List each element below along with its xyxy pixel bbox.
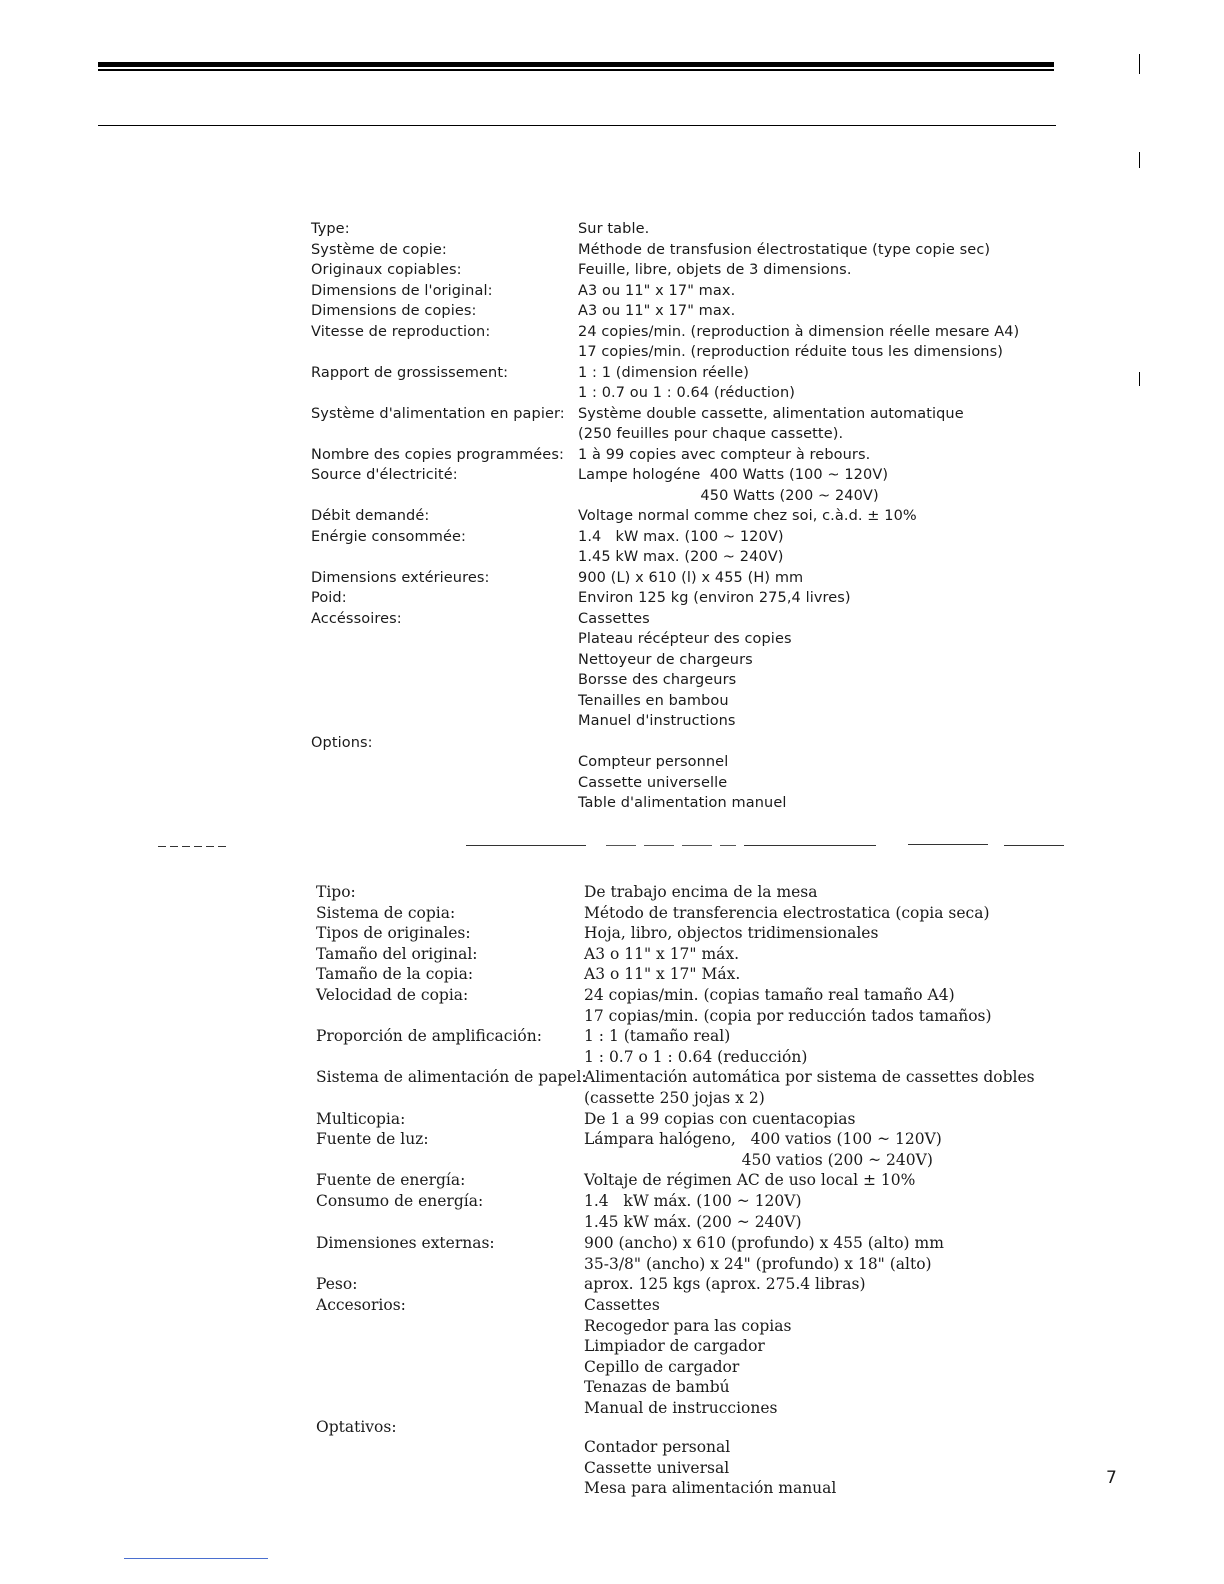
spec-row: [0, 964, 1224, 985]
spec-value: De 1 a 99 copias con cuentacopias: [584, 1109, 856, 1128]
spec-value: 900 (ancho) x 610 (profundo) x 455 (alto) mm: [584, 1234, 944, 1253]
spec-row: [0, 1274, 1224, 1295]
spec-row: [0, 1316, 1224, 1337]
spec-value: Cepillo de cargador: [584, 1357, 740, 1376]
spec-label: Multicopia:: [316, 1109, 406, 1128]
spec-value: 24 copies/min. (reproduction à dimension réelle mesare A4): [578, 323, 1020, 340]
spec-label: Peso:: [316, 1275, 358, 1294]
spec-row: [0, 1170, 1224, 1191]
spec-label: Accéssoires:: [311, 610, 402, 627]
spec-value: Environ 125 kg (environ 275,4 livres): [578, 590, 851, 606]
spec-value: A3 o 11" x 17" máx.: [584, 944, 740, 963]
spec-row: [0, 1398, 1224, 1419]
spec-row: [0, 793, 1224, 814]
spec-value: Manual de instrucciones: [584, 1399, 778, 1417]
spec-row: [0, 773, 1224, 794]
spec-value: Hoja, libro, objectos tridimensionales: [584, 924, 879, 943]
spec-label: Débit demandé:: [311, 508, 430, 524]
spec-row: [0, 424, 1224, 445]
spec-value: 1 : 0.7 o 1 : 0.64 (reducción): [584, 1047, 808, 1066]
spec-row: [0, 691, 1224, 712]
spec-row: [0, 1478, 1224, 1499]
spec-value: Mesa para alimentación manual: [584, 1479, 837, 1498]
spec-value: Limpiador de cargador: [584, 1337, 765, 1356]
spec-row: [0, 445, 1224, 466]
spec-row: [0, 1109, 1224, 1130]
spec-value: 1.4 kW max. (100 ~ 120V): [578, 528, 784, 545]
spec-label: Dimensions extérieures:: [311, 569, 490, 586]
spec-value: A3 ou 11" x 17" max.: [578, 303, 736, 319]
spec-label: Dimensions de copies:: [311, 303, 477, 319]
spec-row: [0, 1150, 1224, 1171]
spec-row: [0, 733, 1224, 754]
spec-row: [0, 363, 1224, 384]
separator-dash: [1004, 845, 1064, 846]
spec-row: [0, 1129, 1224, 1150]
spec-value: 450 vatios (200 ~ 240V): [584, 1150, 933, 1169]
spec-row: [0, 1233, 1224, 1254]
spec-value: Método de transferencia electrostatica (copia seca): [584, 903, 990, 922]
spec-label: Tipos de originales:: [316, 924, 471, 943]
spec-label: Enérgie consommée:: [311, 528, 466, 545]
spec-value: (250 feuilles pour chaque cassette).: [578, 426, 844, 442]
spec-value: Feuille, libre, objets de 3 dimensions.: [578, 262, 852, 278]
scan-edge-mark: [1139, 54, 1140, 74]
spec-label: Dimensions de l'original:: [311, 282, 493, 299]
spec-row: [0, 882, 1224, 903]
spec-value: De trabajo encima de la mesa: [584, 883, 818, 901]
spec-label: Proporción de amplificación:: [316, 1027, 542, 1046]
spec-value: Lampe hologéne 400 Watts (100 ~ 120V): [578, 467, 889, 483]
spec-row: [0, 1417, 1224, 1438]
header-thick-rule: [98, 62, 1054, 67]
spec-value: 450 Watts (200 ~ 240V): [578, 487, 879, 504]
spec-row: [0, 1336, 1224, 1357]
spec-row: [0, 650, 1224, 671]
spec-value: Voltage normal comme chez soi, c.à.d. ± 10%: [578, 508, 917, 524]
spec-row: [0, 588, 1224, 609]
separator-dash: [744, 845, 876, 846]
spec-row: [0, 219, 1224, 240]
spec-label: Dimensiones externas:: [316, 1234, 495, 1253]
spec-row: [0, 1377, 1224, 1398]
spec-row: [0, 547, 1224, 568]
spec-value: Lámpara halógeno, 400 vatios (100 ~ 120V): [584, 1130, 942, 1149]
spec-row: [0, 281, 1224, 302]
spec-row: [0, 240, 1224, 261]
separator-dash: [606, 845, 736, 846]
spec-label: Nombre des copies programmées:: [311, 446, 564, 463]
spec-row: [0, 629, 1224, 650]
spec-value: 17 copias/min. (copia por reducción tados tamaños): [584, 1006, 992, 1025]
spec-row: [0, 1357, 1224, 1378]
spec-value: Contador personal: [584, 1438, 731, 1456]
spec-row: [0, 670, 1224, 691]
spec-row: [0, 1295, 1224, 1316]
spec-row: [0, 1067, 1224, 1088]
spec-label: Système de copie:: [311, 241, 447, 258]
spec-value: A3 ou 11" x 17" max.: [578, 282, 736, 299]
spec-value: Voltaje de régimen AC de uso local ± 10%: [584, 1171, 916, 1190]
spec-value: 1 à 99 copies avec compteur à rebours.: [578, 446, 871, 463]
page-number: 7: [1106, 1468, 1117, 1488]
spec-label: Rapport de grossissement:: [311, 364, 509, 381]
spec-value: 24 copias/min. (copias tamaño real tamaño A4): [584, 986, 955, 1004]
spec-value: Manuel d'instructions: [578, 713, 736, 729]
spec-row: [0, 506, 1224, 527]
header-rule-lower: [98, 125, 1056, 126]
spec-value: Cassettes: [584, 1296, 660, 1314]
spec-label: Consumo de energía:: [316, 1192, 484, 1210]
spec-value: 1.4 kW máx. (100 ~ 120V): [584, 1192, 802, 1210]
spec-label: Accesorios:: [316, 1296, 406, 1314]
separator-dash: [908, 844, 988, 845]
spec-label: Options:: [311, 735, 373, 751]
spec-row: [0, 568, 1224, 589]
spec-value: Table d'alimentation manuel: [578, 795, 787, 811]
spec-value: A3 o 11" x 17" Máx.: [584, 965, 741, 984]
scan-edge-mark: [1139, 152, 1140, 168]
spec-label: Type:: [311, 221, 350, 237]
spec-row: [0, 609, 1224, 630]
spec-row: [0, 404, 1224, 425]
spec-row: [0, 944, 1224, 965]
spec-label: Sistema de copia:: [316, 903, 456, 922]
spec-value: Cassette universelle: [578, 774, 728, 791]
spec-value: Alimentación automática por sistema de cassettes dobles: [584, 1068, 1035, 1087]
spec-row: [0, 342, 1224, 363]
spec-value: Plateau récépteur des copies: [578, 631, 792, 647]
spec-label: Poid:: [311, 590, 347, 606]
spec-label: Sistema de alimentación de papel:: [316, 1068, 587, 1087]
spec-row: [0, 1191, 1224, 1212]
header-thin-rule: [98, 69, 1054, 71]
separator-dash: [158, 846, 228, 847]
spec-row: [0, 486, 1224, 507]
spec-value: Recogedor para las copias: [584, 1316, 792, 1335]
spec-row: [0, 1254, 1224, 1275]
spec-value: Compteur personnel: [578, 754, 729, 770]
spec-label: Tamaño del original:: [316, 944, 478, 963]
spec-value: 1 : 1 (tamaño real): [584, 1027, 731, 1046]
spec-value: aprox. 125 kgs (aprox. 275.4 libras): [584, 1275, 866, 1294]
spec-row: [0, 301, 1224, 322]
spec-label: Vitesse de reproduction:: [311, 323, 491, 340]
spec-row: [0, 1212, 1224, 1233]
spec-row: [0, 923, 1224, 944]
spec-label: Tipo:: [316, 883, 356, 901]
spec-row: [0, 1437, 1224, 1458]
spec-row: [0, 465, 1224, 486]
spec-value: Tenazas de bambú: [584, 1378, 730, 1397]
scan-edge-mark: [1139, 372, 1140, 386]
spec-row: [0, 383, 1224, 404]
spec-row: [0, 1458, 1224, 1479]
separator-dash: [466, 845, 586, 846]
spec-row: [0, 1047, 1224, 1068]
spec-label: Système d'alimentation en papier:: [311, 405, 565, 422]
spec-value: Méthode de transfusion électrostatique (type copie sec): [578, 241, 991, 258]
spec-row: [0, 985, 1224, 1006]
spec-label: Fuente de luz:: [316, 1130, 429, 1149]
spec-value: Nettoyeur de chargeurs: [578, 651, 753, 668]
spec-value: 1 : 1 (dimension réelle): [578, 364, 750, 381]
spec-value: Borsse des chargeurs: [578, 672, 737, 688]
spec-value: Cassette universal: [584, 1458, 730, 1477]
spec-row: [0, 752, 1224, 773]
spec-value: 17 copies/min. (reproduction réduite tous les dimensions): [578, 344, 1003, 360]
spec-row: [0, 527, 1224, 548]
spec-value: Sur table.: [578, 221, 650, 237]
spec-label: Tamaño de la copia:: [316, 965, 474, 984]
scan-edge-line: [124, 1558, 268, 1559]
spec-row: [0, 711, 1224, 732]
spec-value: 35-3/8" (ancho) x 24" (profundo) x 18" (alto): [584, 1254, 932, 1273]
spec-label: Optativos:: [316, 1418, 397, 1436]
spec-value: Tenailles en bambou: [578, 692, 729, 709]
spec-row: [0, 1006, 1224, 1027]
spec-row: [0, 903, 1224, 924]
spec-label: Originaux copiables:: [311, 262, 462, 278]
spec-value: Cassettes: [578, 610, 650, 627]
spec-row: [0, 1088, 1224, 1109]
spec-value: Système double cassette, alimentation automatique: [578, 405, 964, 422]
spec-label: Source d'électricité:: [311, 467, 458, 483]
spec-label: Fuente de energía:: [316, 1171, 466, 1190]
spec-label: Velocidad de copia:: [316, 986, 469, 1004]
spec-value: 1.45 kW máx. (200 ~ 240V): [584, 1212, 802, 1231]
spec-value: 1 : 0.7 ou 1 : 0.64 (réduction): [578, 385, 796, 401]
spec-row: [0, 1026, 1224, 1047]
spec-value: 900 (L) x 610 (l) x 455 (H) mm: [578, 569, 804, 586]
spec-value: (cassette 250 jojas x 2): [584, 1089, 765, 1107]
spec-value: 1.45 kW max. (200 ~ 240V): [578, 549, 784, 565]
spec-row: [0, 322, 1224, 343]
spec-row: [0, 260, 1224, 281]
